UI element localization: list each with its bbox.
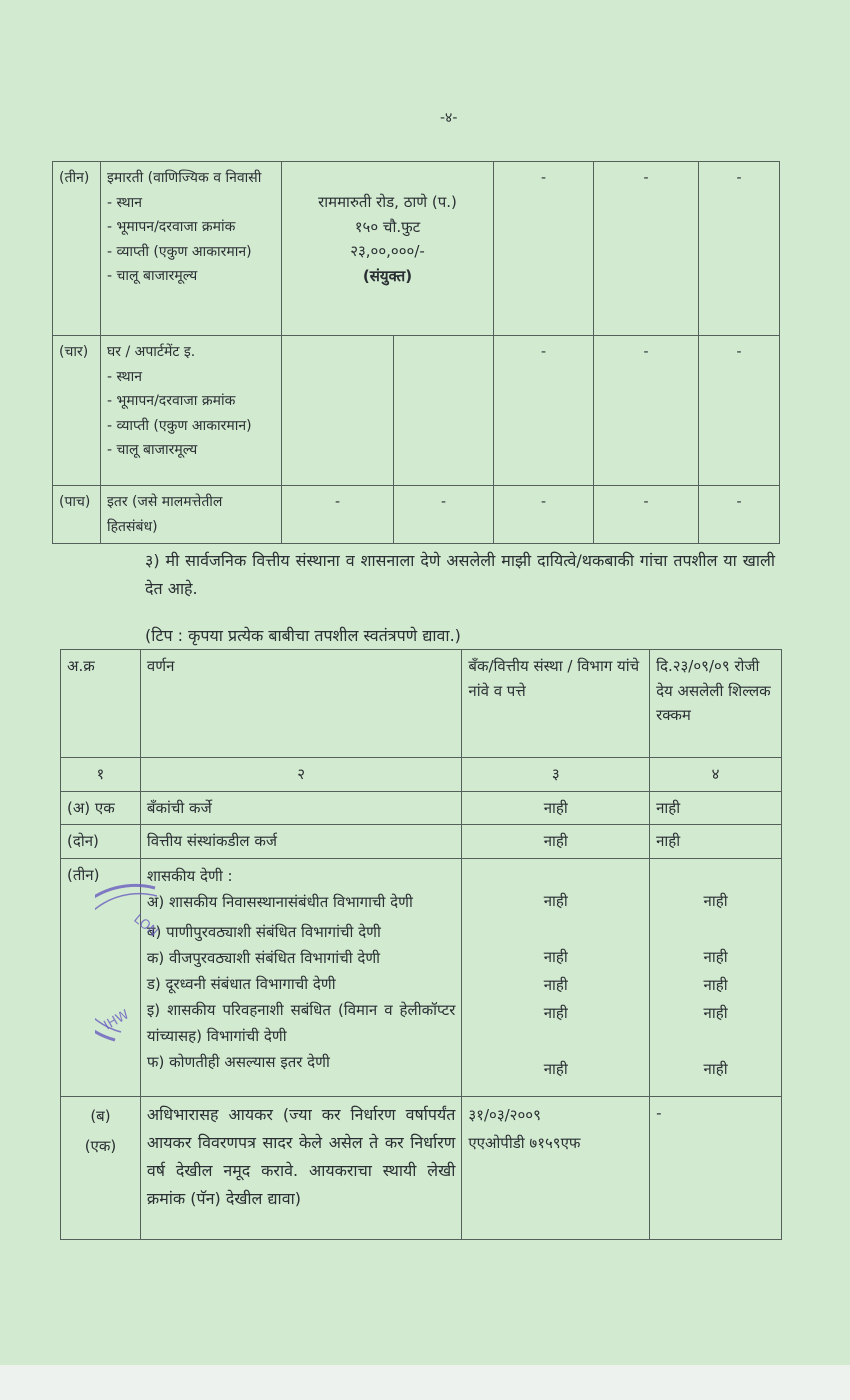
cell: - <box>699 336 780 486</box>
cell: - <box>594 336 699 486</box>
assessment-date: ३१/०३/२००९ <box>468 1105 541 1124</box>
joint-label: (संयुक्त) <box>362 266 413 285</box>
govt-item: ड) दूरध्वनी संबंधात विभागाची देणी <box>146 974 336 993</box>
desc-line: घर / अपार्टमेंट इ. <box>107 344 196 360</box>
property-table <box>52 161 780 544</box>
govt-bank-col <box>462 858 650 1096</box>
govt-item: फ) कोणतीही असल्यास इतर देणी <box>146 1052 330 1071</box>
govt-bank <box>468 1027 643 1055</box>
col-number: १ <box>61 758 141 792</box>
cell: - <box>594 162 699 336</box>
section3-note: (टिप : कृपया प्रत्येक बाबीचा तपशील स्वतंत्रपणे द्यावा.) <box>145 626 461 645</box>
area: १५० चौ.फुट <box>354 217 421 236</box>
row-bank: नाही <box>462 825 650 859</box>
govt-bank: नाही <box>543 891 568 910</box>
row-number: (चार) <box>53 336 101 486</box>
govt-item: ब) पाणीपुरवठ्याशी संबंधित विभागांची देणी <box>146 922 381 941</box>
cell: - <box>494 486 594 544</box>
address: राममारुती रोड, ठाणे (प.) <box>318 193 457 211</box>
pan-number: एएओपीडी ७१५९एफ <box>468 1133 581 1152</box>
govt-bank: नाही <box>543 1059 568 1078</box>
cell: - <box>282 486 394 544</box>
table-row <box>53 336 780 486</box>
svg-text:IHW: IHW <box>101 1007 132 1034</box>
col-number: ४ <box>650 758 782 792</box>
section3-text: ३) मी सार्वजनिक वित्तीय संस्थाना व शासनाला देणे असलेली माझी दायित्वे/थकबाकी गांचा तपशील या खाली देत आहे. <box>145 551 775 598</box>
govt-amount: नाही <box>703 1059 728 1078</box>
desc-line: - भूमापन/दरवाजा क्रमांक <box>107 393 236 409</box>
desc-line: - व्याप्ती (एकुण आकारमान) <box>107 243 252 260</box>
desc-line: - स्थान <box>107 368 143 385</box>
desc-line: - चालू बाजारमूल्य <box>107 442 198 458</box>
column-number-row <box>61 758 782 792</box>
cell: - <box>494 162 594 336</box>
table-row <box>53 162 780 336</box>
desc-line: - चालू बाजारमूल्य <box>107 268 198 284</box>
header-description: वर्णन <box>140 650 461 758</box>
row-description <box>101 336 282 486</box>
cell: - <box>394 486 494 544</box>
row-bank: नाही <box>462 791 650 825</box>
row-amount: नाही <box>650 825 782 859</box>
row-description <box>101 162 282 336</box>
row-number: (तीन) <box>61 858 141 1096</box>
cell: - <box>699 162 780 336</box>
header-bank: बँक/वित्तीय संस्था / विभाग यांचे नांवे व पत्ते <box>462 650 650 758</box>
row-amount: - <box>650 1096 782 1239</box>
cell: - <box>594 486 699 544</box>
govt-amount: नाही <box>703 947 728 966</box>
table-row <box>53 486 780 544</box>
row-number: (तीन) <box>53 162 101 336</box>
cell <box>394 336 494 486</box>
header-row <box>61 650 782 758</box>
cell <box>282 336 394 486</box>
row-number-2: (एक) <box>84 1136 117 1155</box>
govt-amount <box>656 1027 775 1055</box>
table-row <box>61 791 782 825</box>
desc-line: - व्याप्ती (एकुण आकारमान) <box>107 417 252 434</box>
govt-bank: नाही <box>543 975 568 994</box>
cell: - <box>699 486 780 544</box>
table-row <box>61 825 782 859</box>
row-number: (दोन) <box>61 825 141 859</box>
row-number-1: (ब) <box>90 1106 111 1125</box>
property-details <box>282 162 494 336</box>
row-number <box>61 1096 141 1239</box>
desc-line: इमारती (वाणिज्यिक व निवासी <box>107 170 262 186</box>
govt-item: इ) शासकीय परिवहनाशी सबंधित (विमान व हेलीकॉप्टर यांच्यासह) विभागांची देणी <box>146 1000 456 1045</box>
table-row-income-tax <box>61 1096 782 1239</box>
row-number: (पाच) <box>53 486 101 544</box>
row-number: (अ) एक <box>61 791 141 825</box>
govt-amount: नाही <box>703 891 728 910</box>
page-number: -४- <box>440 110 458 126</box>
govt-bank: नाही <box>543 1003 568 1022</box>
value: २३,००,०००/- <box>350 242 425 260</box>
cell: - <box>494 336 594 486</box>
row-description: अधिभारासह आयकर (ज्या कर निर्धारण वर्षापर्यंत आयकर विवरणपत्र सादर केले असेल ते कर निर्धारण वर्ष देखील नमूद करावे. आयकराचा स्थायी लेखी क्रमांक (पॅन) देखील द्यावा) <box>140 1096 461 1239</box>
govt-amount: नाही <box>703 975 728 994</box>
col-number: ३ <box>462 758 650 792</box>
govt-item: क) वीजपुरवठ्याशी संबंधित विभागांची देणी <box>146 948 381 967</box>
desc-line: - भूमापन/दरवाजा क्रमांक <box>107 219 236 235</box>
row-description: इतर (जसे मालमत्तेतील हितसंबंध) <box>101 486 282 544</box>
header-sr-no: अ.क्र <box>61 650 141 758</box>
scan-bottom-edge <box>0 1365 850 1400</box>
govt-title: शासकीय देणी : <box>146 866 233 885</box>
govt-amount: नाही <box>703 1003 728 1022</box>
govt-item: अ) शासकीय निवासस्थानासंबंधीत विभागाची देणी <box>146 892 413 911</box>
row-description: बँकांची कर्जे <box>140 791 461 825</box>
desc-line: - स्थान <box>107 194 143 211</box>
row-description: वित्तीय संस्थांकडील कर्ज <box>140 825 461 859</box>
row-amount: नाही <box>650 791 782 825</box>
col-number: २ <box>140 758 461 792</box>
income-tax-details <box>462 1096 650 1239</box>
rubber-stamp <box>95 880 215 1050</box>
header-amount: दि.२३/०९/०९ रोजी देय असलेली शिल्लक रक्कम <box>650 650 782 758</box>
svg-text:LON: LON <box>130 911 161 941</box>
govt-amount-col <box>650 858 782 1096</box>
govt-bank: नाही <box>543 947 568 966</box>
